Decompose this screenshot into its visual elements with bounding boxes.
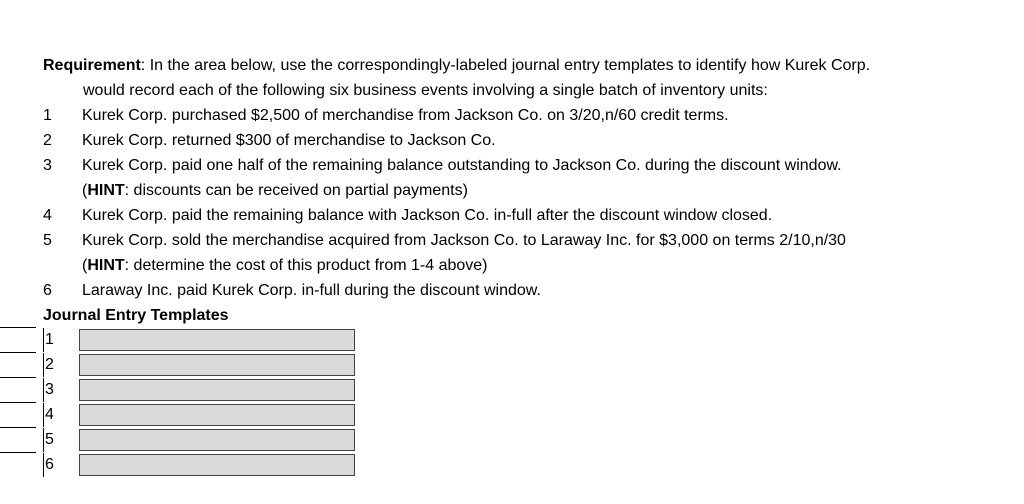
event-number: 4 [43,207,52,224]
template-divider [0,352,36,353]
event-text: Kurek Corp. paid one half of the remaining balance outstanding to Jackson Co. during the discount window. [82,157,842,174]
event-item-5 [43,228,846,253]
template-number: 4 [43,403,78,427]
event-item-1 [43,103,729,128]
template-divider [0,377,36,378]
template-divider [0,452,36,453]
event-item-2 [43,128,496,153]
template-number: 2 [43,353,78,377]
journal-entry-cell-6[interactable] [79,454,355,476]
requirement-line-2: would record each of the following six business events involving a single batch of inventory units: [83,82,768,99]
journal-entry-cell-2[interactable] [79,354,355,376]
event-number: 6 [43,282,52,299]
hint-text: : determine the cost of this product from 1-4 above) [124,257,488,274]
event-item-4 [43,203,772,228]
hint-label: HINT [87,182,125,199]
event-number: 5 [43,232,52,249]
requirement-paragraph [43,53,870,103]
template-row-5 [43,428,355,452]
template-row-1 [43,328,355,352]
template-row-4 [43,403,355,427]
event-text: Kurek Corp. purchased $2,500 of merchandise from Jackson Co. on 3/20,n/60 credit terms. [82,107,729,124]
requirement-label: Requirement [43,57,141,74]
journal-entry-cell-1[interactable] [79,329,355,351]
event-text: Kurek Corp. paid the remaining balance with Jackson Co. in-full after the discount window closed. [82,207,773,224]
event-item-6 [43,278,541,303]
template-divider [0,327,36,328]
journal-templates-title: Journal Entry Templates [43,307,229,324]
template-number: 3 [43,378,78,402]
requirement-text: : In the area below, use the correspondingly-labeled journal entry templates to identify how Kurek Corp. [140,57,871,74]
template-number: 6 [43,453,78,477]
event-text: Kurek Corp. returned $300 of merchandise to Jackson Co. [82,132,496,149]
template-row-3 [43,378,355,402]
event-number: 1 [43,107,52,124]
event-number: 3 [43,157,52,174]
template-divider [0,427,36,428]
template-divider [0,402,36,403]
event-text: Laraway Inc. paid Kurek Corp. in-full during the discount window. [82,282,541,299]
requirement-line-1 [43,53,870,78]
event-5-hint: (HINT: determine the cost of this product from 1-4 above) [82,257,488,274]
journal-entry-cell-3[interactable] [79,379,355,401]
event-text: Kurek Corp. sold the merchandise acquired from Jackson Co. to Laraway Inc. for $3,000 on terms 2/10,n/30 [82,232,846,249]
hint-label: HINT [87,257,125,274]
journal-entry-cell-5[interactable] [79,429,355,451]
template-number: 5 [43,428,78,452]
template-number: 1 [43,328,78,352]
hint-text: : discounts can be received on partial payments) [124,182,468,199]
journal-entry-cell-4[interactable] [79,404,355,426]
event-number: 2 [43,132,52,149]
template-row-2 [43,353,355,377]
event-item-3 [43,153,842,178]
template-row-6 [43,453,355,477]
event-3-hint: (HINT: discounts can be received on partial payments) [82,182,468,199]
